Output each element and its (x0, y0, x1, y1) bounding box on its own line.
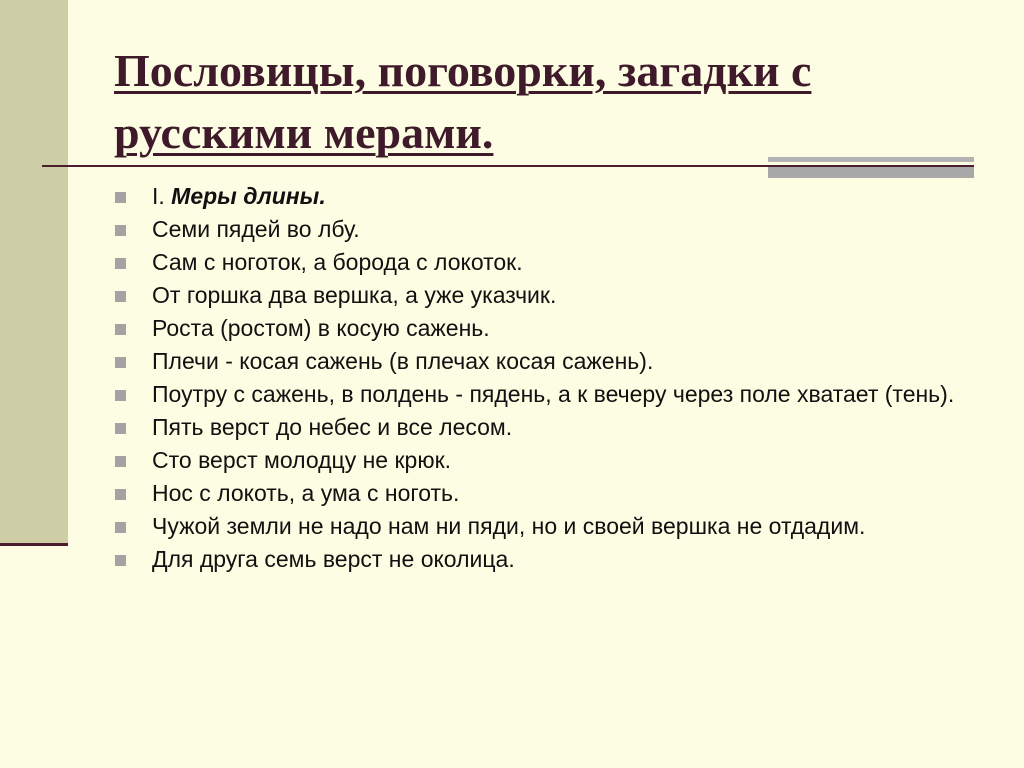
square-bullet-icon (115, 324, 126, 335)
list-item (112, 348, 972, 375)
square-bullet-icon (115, 390, 126, 401)
square-bullet-icon (115, 489, 126, 500)
list-item (112, 480, 972, 507)
list-item (112, 216, 972, 243)
list-item-text: Семи пядей во лбу. (152, 216, 360, 242)
list-item (112, 447, 972, 474)
list-item-text: Нос с локоть, а ума с ноготь. (152, 480, 460, 506)
square-bullet-icon (115, 522, 126, 533)
list-item-text: Чужой земли не надо нам ни пяди, но и своей вершка не отдадим. (152, 513, 866, 539)
proverb-list (112, 183, 972, 579)
left-accent-band (0, 0, 68, 544)
square-bullet-icon (115, 192, 126, 203)
list-item (112, 546, 972, 573)
list-item-text: Для друга семь верст не околица. (152, 546, 515, 572)
list-item-heading (112, 183, 972, 210)
list-item (112, 249, 972, 276)
list-item (112, 282, 972, 309)
square-bullet-icon (115, 456, 126, 467)
square-bullet-icon (115, 225, 126, 236)
square-bullet-icon (115, 423, 126, 434)
square-bullet-icon (115, 258, 126, 269)
list-item-text: Сто верст молодцу не крюк. (152, 447, 452, 473)
title-accent-bar-bottom (768, 167, 974, 178)
heading-numeral: I. (152, 183, 172, 209)
square-bullet-icon (115, 291, 126, 302)
title-accent-bar-top (768, 157, 974, 162)
list-item-text: Пять верст до небес и все лесом. (152, 414, 513, 440)
list-item-text: Поутру с сажень, в полдень - пядень, а к вечеру через поле хватает (тень). (152, 381, 955, 407)
list-item (112, 513, 972, 540)
list-item-text: Плечи - косая сажень (в плечах косая сажень). (152, 348, 654, 374)
list-item (112, 315, 972, 342)
heading-text: Меры длины. (171, 183, 326, 209)
list-item (112, 414, 972, 441)
list-item (112, 381, 972, 408)
list-item-text: Роста (ростом) в косую сажень. (152, 315, 490, 341)
square-bullet-icon (115, 555, 126, 566)
list-item-text: От горшка два вершка, а уже указчик. (152, 282, 557, 308)
left-band-rule (0, 543, 68, 546)
square-bullet-icon (115, 357, 126, 368)
slide-title: Пословицы, поговорки, загадки с русскими мерами. (114, 45, 812, 158)
list-item-text: Сам с ноготок, а борода с локоток. (152, 249, 523, 275)
